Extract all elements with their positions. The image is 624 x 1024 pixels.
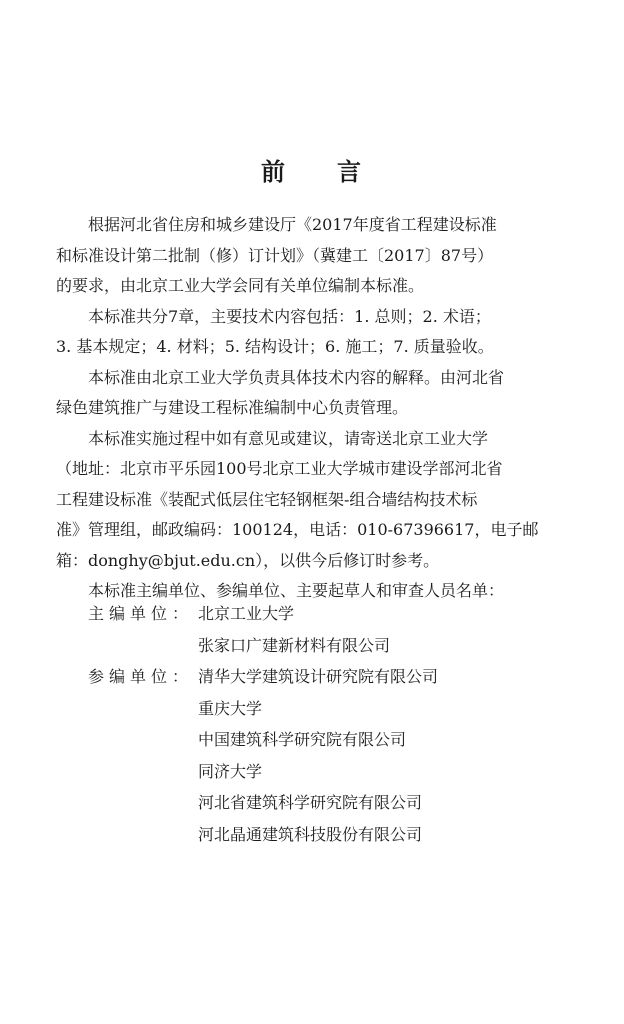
participating-unit-label: 参编单位： <box>88 667 194 686</box>
text-line: 3. 基本规定；4. 材料；5. 结构设计；6. 施工；7. 质量验收。 <box>56 337 494 356</box>
paragraph-4 <box>56 424 556 577</box>
chief-unit-name: 张家口广建新材料有限公司 <box>198 635 391 655</box>
text-line: 本标准由北京工业大学负责具体技术内容的解释。由河北省 <box>88 367 505 387</box>
participating-unit-row <box>88 756 438 788</box>
text-line: 准》管理组，邮政编码：100124，电话：010-67396617，电子邮 <box>56 520 539 539</box>
participating-unit-name: 河北晶通建筑科技股份有限公司 <box>198 824 423 844</box>
participating-unit-row <box>88 724 438 756</box>
paragraph-3 <box>56 363 556 424</box>
participating-unit-row <box>88 661 438 693</box>
title-char-2: 言 <box>337 157 363 186</box>
chief-unit-label: 主编单位： <box>88 604 194 623</box>
text-line: 工程建设标准《装配式低层住宅轻钢框架-组合墙结构技术标 <box>56 489 478 509</box>
participating-unit-name: 同济大学 <box>198 761 263 781</box>
text-line: 本标准共分7章，主要技术内容包括：1. 总则；2. 术语； <box>88 306 491 326</box>
chief-unit-name: 北京工业大学 <box>198 604 295 623</box>
preface-body <box>56 210 556 607</box>
text-line: 绿色建筑推广与建设工程标准编制中心负责管理。 <box>56 398 409 417</box>
participating-unit-name: 重庆大学 <box>198 698 263 718</box>
text-line: 根据河北省住房和城乡建设厅《2017年度省工程建设标准 <box>88 215 497 234</box>
paragraph-1 <box>56 210 556 302</box>
text-line: （地址：北京市平乐园100号北京工业大学城市建设学部河北省 <box>56 459 503 478</box>
text-line: 箱：donghy@bjut.edu.cn），以供今后修订时参考。 <box>56 550 440 570</box>
participating-unit-row <box>88 819 438 851</box>
title-char-1: 前 <box>261 157 287 186</box>
participating-unit-name: 河北省建筑科学研究院有限公司 <box>198 793 423 812</box>
participating-unit-name: 清华大学建筑设计研究院有限公司 <box>198 667 439 686</box>
chief-unit-row <box>88 598 438 630</box>
page-title <box>0 152 624 187</box>
text-line: 本标准实施过程中如有意见或建议，请寄送北京工业大学 <box>88 428 489 448</box>
participating-unit-row <box>88 787 438 819</box>
text-line: 的要求，由北京工业大学会同有关单位编制本标准。 <box>56 276 425 295</box>
text-line: 和标准设计第二批制（修）订计划》（冀建工〔2017〕87号） <box>56 245 494 265</box>
participating-unit-name: 中国建筑科学研究院有限公司 <box>198 730 407 749</box>
units-list <box>88 598 438 850</box>
text-line: 本标准主编单位、参编单位、主要起草人和审查人员名单： <box>88 581 505 600</box>
chief-unit-row <box>88 630 438 662</box>
paragraph-2 <box>56 302 556 363</box>
participating-unit-row <box>88 693 438 725</box>
